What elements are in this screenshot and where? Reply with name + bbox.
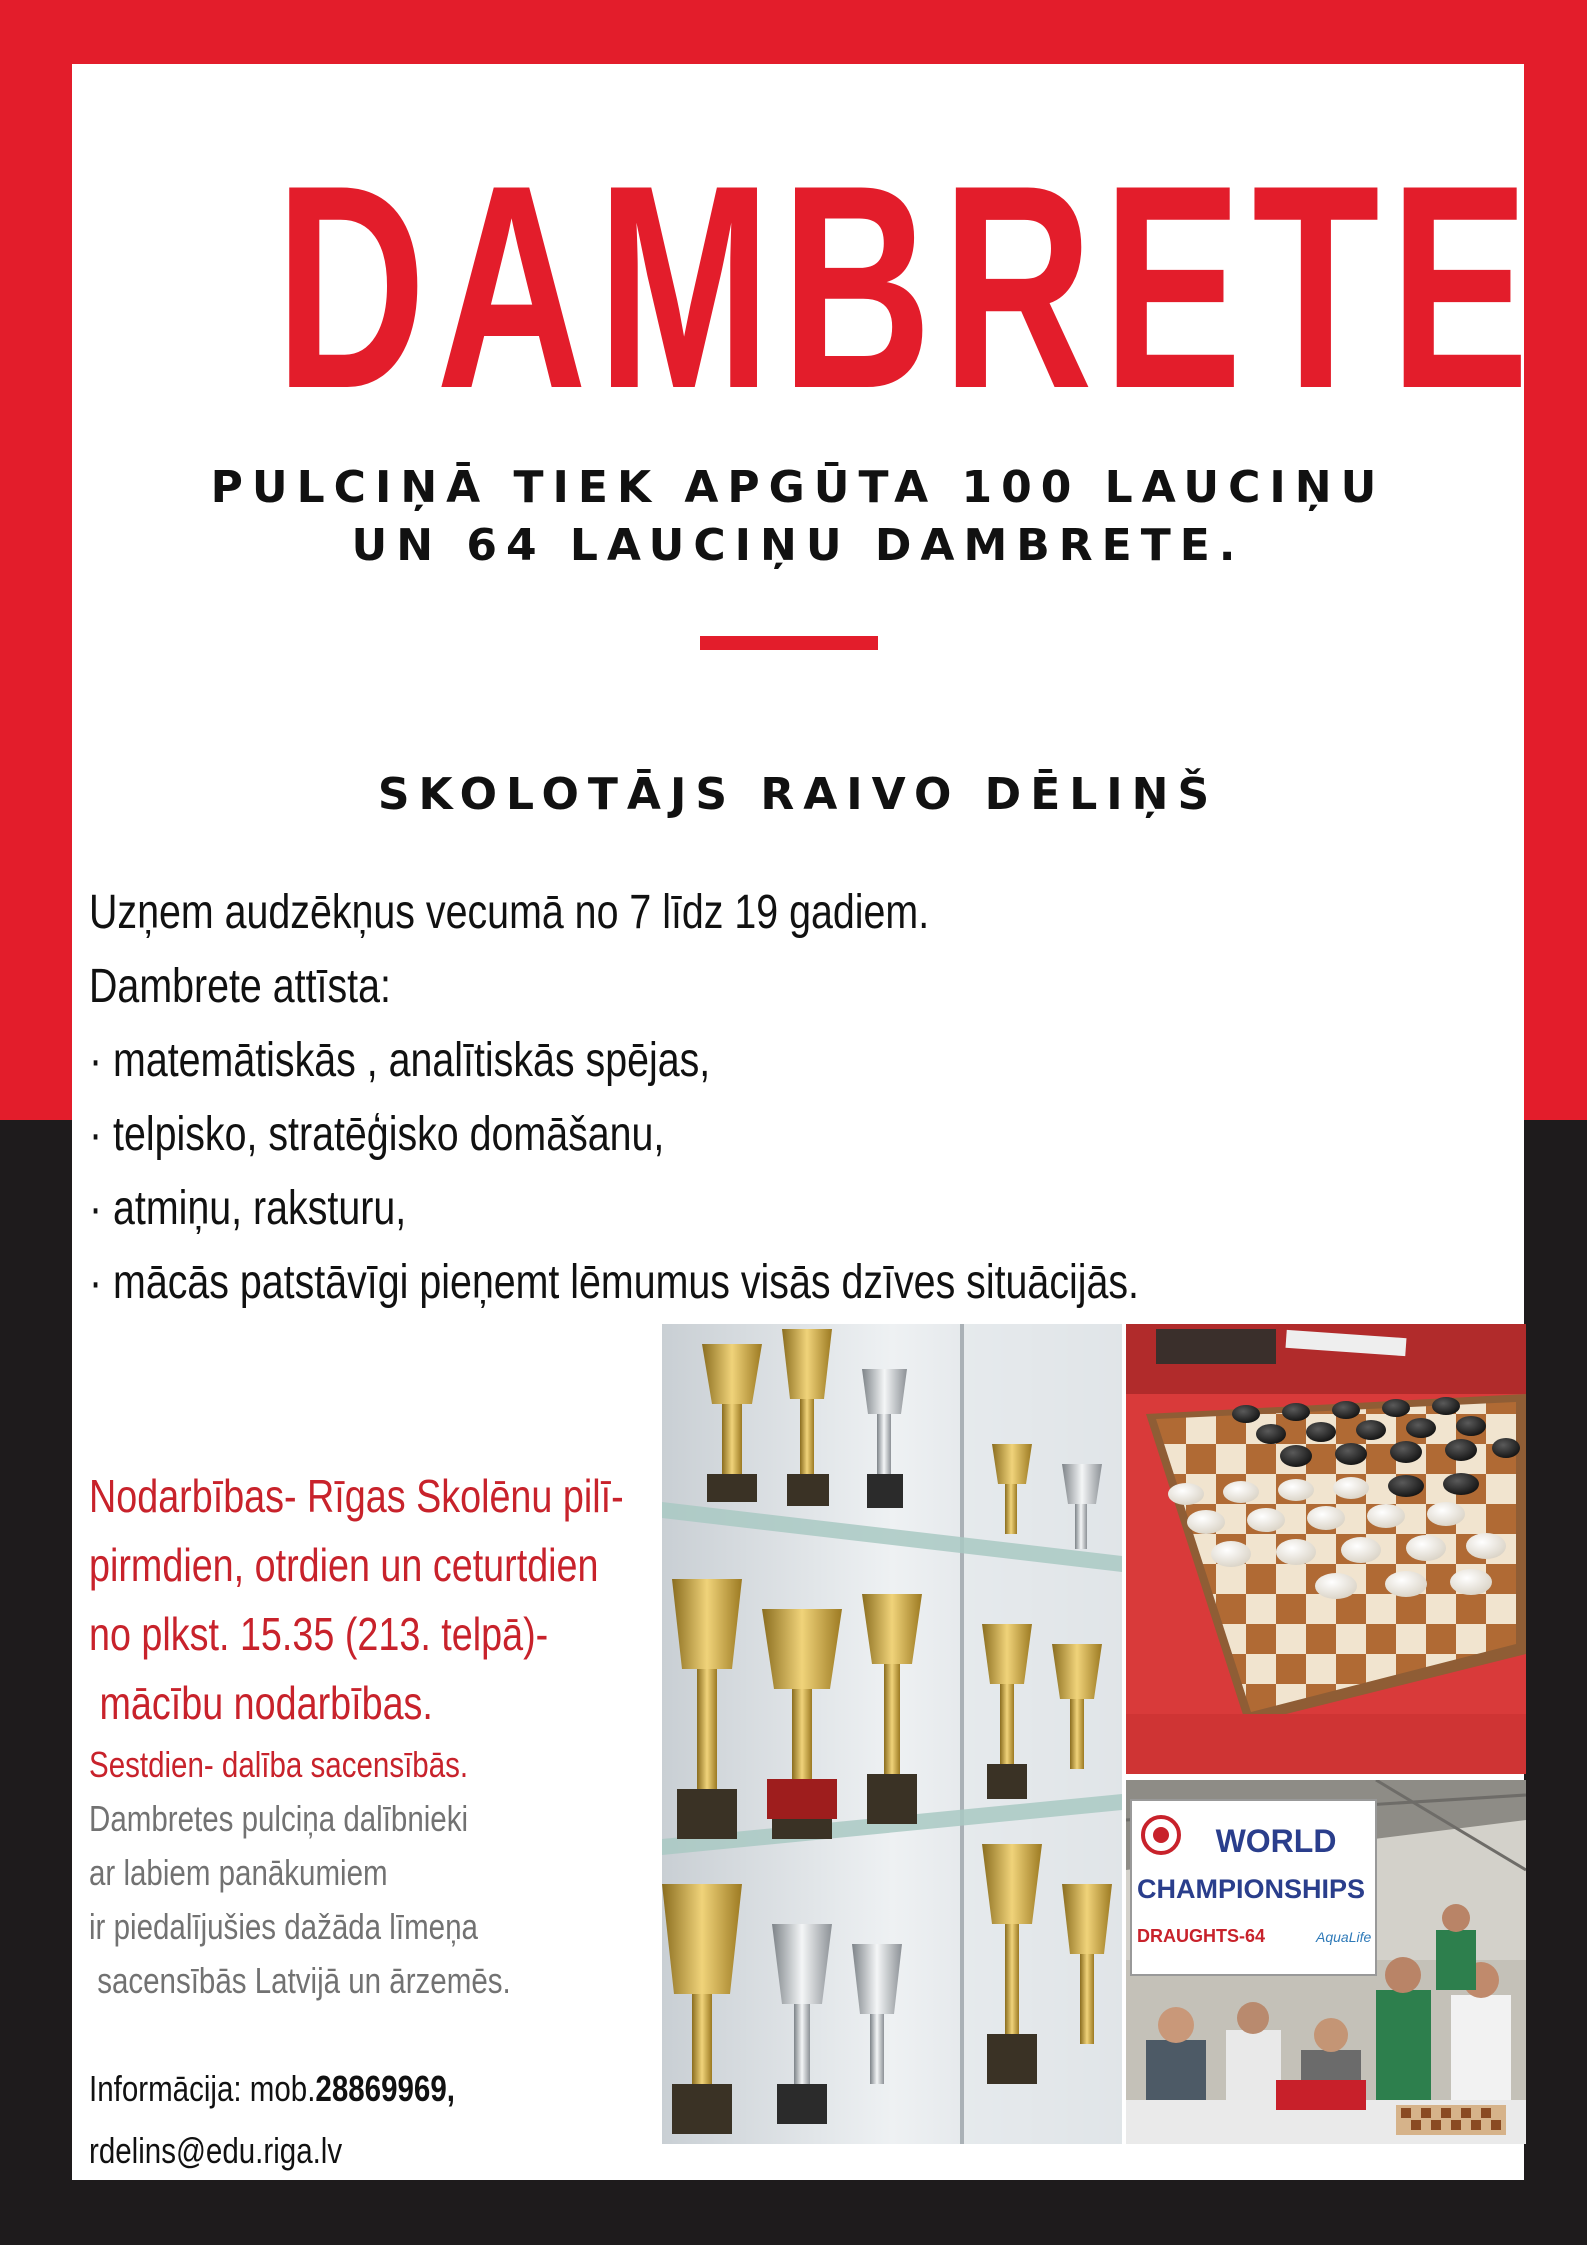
contact-label: Informācija: mob. bbox=[89, 2068, 316, 2109]
schedule-line: mācību nodarbības. bbox=[89, 1677, 433, 1729]
world-championships-photo bbox=[1126, 1780, 1526, 2144]
description-line: Uzņem audzēkņus vecumā no 7 līdz 19 gadiem. bbox=[89, 886, 930, 939]
contact-phone bbox=[89, 2058, 630, 2120]
phone-number[interactable]: 28869969, bbox=[315, 2068, 455, 2109]
saturday-line: Sestdien- dalība sacensībās. bbox=[89, 1744, 469, 1785]
poster-title: DAMBRETE bbox=[275, 125, 1540, 449]
description bbox=[89, 876, 1389, 1320]
description-line: · mācās patstāvīgi pieņemt lēmumus visās dzīves situācijās. bbox=[89, 1256, 1139, 1309]
banner-world: WORLD bbox=[1215, 1823, 1337, 1859]
banner-draughts: DRAUGHTS-64 bbox=[1136, 1926, 1266, 1946]
contact-email[interactable]: rdelins@edu.riga.lv bbox=[89, 2130, 343, 2171]
draughts-board-photo bbox=[1126, 1324, 1526, 1774]
banner-sponsor-logo: AquaLife bbox=[1316, 1929, 1372, 1945]
description-line: · atmiņu, raksturu, bbox=[89, 1182, 407, 1235]
championship-illustration bbox=[1126, 1780, 1526, 2144]
trophy-cabinet-photo bbox=[662, 1324, 1122, 2144]
achievements-line: sacensībās Latvijā un ārzemēs. bbox=[89, 1960, 511, 2001]
description-line: Dambrete attīsta: bbox=[89, 960, 391, 1013]
board-illustration bbox=[1126, 1324, 1526, 1774]
red-divider bbox=[700, 636, 878, 650]
achievements-line: ar labiem panākumiem bbox=[89, 1852, 388, 1893]
achievements-line: ir piedalījušies dažāda līmeņa bbox=[89, 1906, 478, 1947]
schedule-line: no plkst. 15.35 (213. telpā)- bbox=[89, 1608, 549, 1660]
description-line: · matemātiskās , analītiskās spējas, bbox=[89, 1034, 711, 1087]
schedule-line: pirmdien, otrdien un ceturtdien bbox=[89, 1539, 599, 1591]
description-line: · telpisko, stratēģisko domāšanu, bbox=[89, 1108, 665, 1161]
trophy-illustration bbox=[662, 1324, 1122, 2144]
achievements-line: Dambretes pulciņa dalībnieki bbox=[89, 1798, 469, 1839]
banner-championships: CHAMPIONSHIPS bbox=[1136, 1874, 1366, 1904]
poster-subtitle bbox=[72, 459, 1524, 575]
schedule-section bbox=[89, 1462, 749, 2182]
subtitle-line-2: UN 64 LAUCIŅU DAMBRETE. bbox=[351, 520, 1245, 571]
schedule-line: Nodarbības- Rīgas Skolēnu pilī- bbox=[89, 1470, 624, 1522]
subtitle-line-1: PULCIŅĀ TIEK APGŪTA 100 LAUCIŅU bbox=[210, 462, 1386, 513]
teacher-name: SKOLOTĀJS RAIVO DĒLIŅŠ bbox=[377, 769, 1219, 820]
